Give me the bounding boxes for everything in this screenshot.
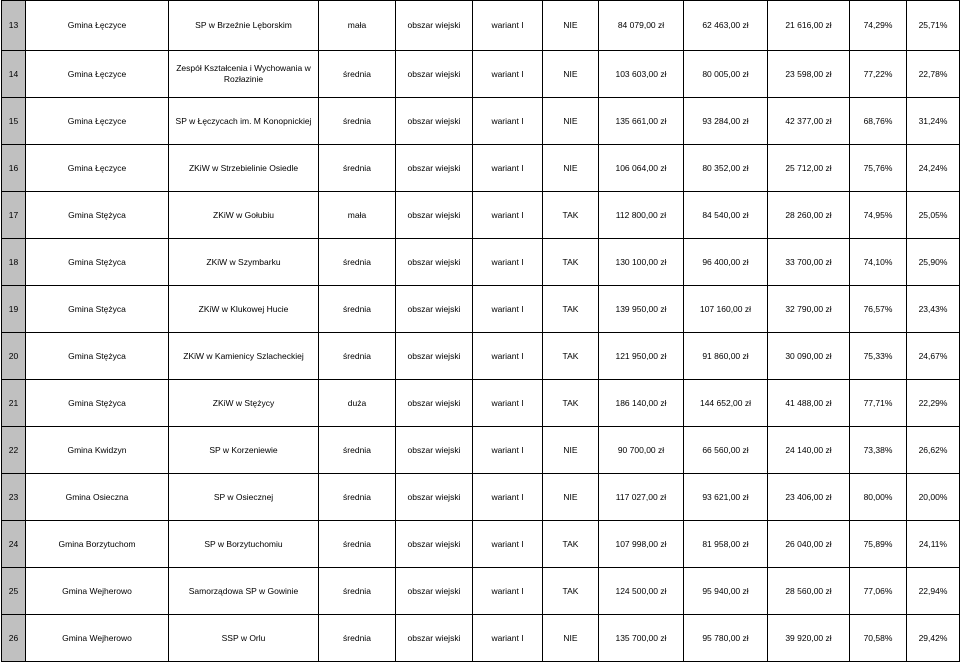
table-row [2, 333, 960, 380]
subsidy-cell: 96 400,00 zł [684, 239, 768, 286]
total-cost-cell: 112 800,00 zł [599, 192, 684, 239]
subsidy-percent-cell: 74,95% [850, 192, 907, 239]
gmina-cell: Gmina Borzytuchom [26, 521, 169, 568]
gmina-cell: Gmina Łęczyce [26, 145, 169, 192]
table-row [2, 98, 960, 145]
flag-cell: NIE [543, 615, 599, 662]
variant-cell: wariant I [473, 568, 543, 615]
own-percent-cell: 24,24% [907, 145, 960, 192]
variant-cell: wariant I [473, 286, 543, 333]
flag-cell: NIE [543, 427, 599, 474]
area-cell: obszar wiejski [396, 145, 473, 192]
variant-cell: wariant I [473, 615, 543, 662]
subsidy-percent-cell: 77,06% [850, 568, 907, 615]
table-row [2, 1, 960, 51]
subsidy-cell: 95 940,00 zł [684, 568, 768, 615]
variant-cell: wariant I [473, 474, 543, 521]
total-cost-cell: 106 064,00 zł [599, 145, 684, 192]
size-cell: mała [319, 192, 396, 239]
own-contribution-cell: 28 260,00 zł [768, 192, 850, 239]
table-row [2, 192, 960, 239]
flag-cell: TAK [543, 568, 599, 615]
size-cell: średnia [319, 568, 396, 615]
own-percent-cell: 20,00% [907, 474, 960, 521]
own-contribution-cell: 23 598,00 zł [768, 51, 850, 98]
own-contribution-cell: 32 790,00 zł [768, 286, 850, 333]
gmina-cell: Gmina Łęczyce [26, 51, 169, 98]
area-cell: obszar wiejski [396, 239, 473, 286]
subsidy-percent-cell: 75,89% [850, 521, 907, 568]
total-cost-cell: 107 998,00 zł [599, 521, 684, 568]
area-cell: obszar wiejski [396, 615, 473, 662]
variant-cell: wariant I [473, 427, 543, 474]
gmina-cell: Gmina Stężyca [26, 333, 169, 380]
table-row [2, 427, 960, 474]
own-percent-cell: 26,62% [907, 427, 960, 474]
size-cell: średnia [319, 51, 396, 98]
total-cost-cell: 103 603,00 zł [599, 51, 684, 98]
row-number: 21 [2, 380, 26, 427]
gmina-cell: Gmina Łęczyce [26, 98, 169, 145]
row-number: 14 [2, 51, 26, 98]
total-cost-cell: 117 027,00 zł [599, 474, 684, 521]
flag-cell: NIE [543, 51, 599, 98]
own-contribution-cell: 33 700,00 zł [768, 239, 850, 286]
subsidy-percent-cell: 77,71% [850, 380, 907, 427]
gmina-cell: Gmina Stężyca [26, 192, 169, 239]
own-percent-cell: 25,05% [907, 192, 960, 239]
area-cell: obszar wiejski [396, 474, 473, 521]
school-cell: SSP w Orlu [169, 615, 319, 662]
subsidy-percent-cell: 68,76% [850, 98, 907, 145]
size-cell: średnia [319, 286, 396, 333]
row-number: 16 [2, 145, 26, 192]
gmina-cell: Gmina Łęczyce [26, 1, 169, 51]
school-cell: ZKiW w Strzebielinie Osiedle [169, 145, 319, 192]
own-percent-cell: 24,67% [907, 333, 960, 380]
row-number: 20 [2, 333, 26, 380]
variant-cell: wariant I [473, 51, 543, 98]
subsidy-cell: 62 463,00 zł [684, 1, 768, 51]
size-cell: średnia [319, 333, 396, 380]
variant-cell: wariant I [473, 145, 543, 192]
own-contribution-cell: 26 040,00 zł [768, 521, 850, 568]
table-row [2, 615, 960, 662]
subsidy-percent-cell: 70,58% [850, 615, 907, 662]
subsidy-cell: 66 560,00 zł [684, 427, 768, 474]
subsidy-percent-cell: 75,33% [850, 333, 907, 380]
subsidy-percent-cell: 76,57% [850, 286, 907, 333]
variant-cell: wariant I [473, 192, 543, 239]
total-cost-cell: 135 661,00 zł [599, 98, 684, 145]
school-cell: ZKiW w Szymbarku [169, 239, 319, 286]
row-number: 19 [2, 286, 26, 333]
school-cell: SP w Borzytuchomiu [169, 521, 319, 568]
own-percent-cell: 31,24% [907, 98, 960, 145]
area-cell: obszar wiejski [396, 380, 473, 427]
row-number: 13 [2, 1, 26, 51]
total-cost-cell: 84 079,00 zł [599, 1, 684, 51]
school-cell: ZKiW w Stężycy [169, 380, 319, 427]
variant-cell: wariant I [473, 239, 543, 286]
school-cell: SP w Osiecznej [169, 474, 319, 521]
table-row [2, 239, 960, 286]
total-cost-cell: 124 500,00 zł [599, 568, 684, 615]
subsidy-cell: 81 958,00 zł [684, 521, 768, 568]
size-cell: średnia [319, 98, 396, 145]
row-number: 25 [2, 568, 26, 615]
size-cell: średnia [319, 474, 396, 521]
own-contribution-cell: 25 712,00 zł [768, 145, 850, 192]
table-row [2, 568, 960, 615]
table-row [2, 380, 960, 427]
school-cell: ZKiW w Klukowej Hucie [169, 286, 319, 333]
size-cell: mała [319, 1, 396, 51]
gmina-cell: Gmina Wejherowo [26, 568, 169, 615]
own-contribution-cell: 21 616,00 zł [768, 1, 850, 51]
subsidy-cell: 91 860,00 zł [684, 333, 768, 380]
total-cost-cell: 135 700,00 zł [599, 615, 684, 662]
table-row [2, 521, 960, 568]
row-number: 23 [2, 474, 26, 521]
flag-cell: NIE [543, 474, 599, 521]
subsidy-cell: 84 540,00 zł [684, 192, 768, 239]
area-cell: obszar wiejski [396, 1, 473, 51]
subsidy-cell: 80 352,00 zł [684, 145, 768, 192]
own-contribution-cell: 28 560,00 zł [768, 568, 850, 615]
subsidy-percent-cell: 74,10% [850, 239, 907, 286]
variant-cell: wariant I [473, 521, 543, 568]
subsidy-cell: 95 780,00 zł [684, 615, 768, 662]
total-cost-cell: 130 100,00 zł [599, 239, 684, 286]
own-percent-cell: 22,94% [907, 568, 960, 615]
subsidy-percent-cell: 75,76% [850, 145, 907, 192]
own-percent-cell: 22,78% [907, 51, 960, 98]
total-cost-cell: 90 700,00 zł [599, 427, 684, 474]
flag-cell: NIE [543, 1, 599, 51]
school-cell: Samorządowa SP w Gowinie [169, 568, 319, 615]
subsidy-percent-cell: 73,38% [850, 427, 907, 474]
area-cell: obszar wiejski [396, 568, 473, 615]
own-contribution-cell: 42 377,00 zł [768, 98, 850, 145]
area-cell: obszar wiejski [396, 192, 473, 239]
own-percent-cell: 22,29% [907, 380, 960, 427]
school-cell: SP w Brzeźnie Lęborskim [169, 1, 319, 51]
row-number: 17 [2, 192, 26, 239]
own-contribution-cell: 41 488,00 zł [768, 380, 850, 427]
variant-cell: wariant I [473, 333, 543, 380]
area-cell: obszar wiejski [396, 427, 473, 474]
row-number: 22 [2, 427, 26, 474]
row-number: 26 [2, 615, 26, 662]
gmina-cell: Gmina Stężyca [26, 380, 169, 427]
table-row [2, 51, 960, 98]
row-number: 24 [2, 521, 26, 568]
subsidy-cell: 80 005,00 zł [684, 51, 768, 98]
area-cell: obszar wiejski [396, 98, 473, 145]
own-percent-cell: 29,42% [907, 615, 960, 662]
area-cell: obszar wiejski [396, 521, 473, 568]
flag-cell: TAK [543, 380, 599, 427]
size-cell: duża [319, 380, 396, 427]
gmina-cell: Gmina Wejherowo [26, 615, 169, 662]
own-percent-cell: 25,90% [907, 239, 960, 286]
flag-cell: TAK [543, 239, 599, 286]
gmina-cell: Gmina Stężyca [26, 286, 169, 333]
total-cost-cell: 139 950,00 zł [599, 286, 684, 333]
variant-cell: wariant I [473, 1, 543, 51]
own-contribution-cell: 39 920,00 zł [768, 615, 850, 662]
own-percent-cell: 25,71% [907, 1, 960, 51]
table-row [2, 474, 960, 521]
data-table [1, 0, 960, 662]
size-cell: średnia [319, 145, 396, 192]
area-cell: obszar wiejski [396, 333, 473, 380]
table-row [2, 286, 960, 333]
size-cell: średnia [319, 521, 396, 568]
gmina-cell: Gmina Osieczna [26, 474, 169, 521]
school-cell: ZKiW w Gołubiu [169, 192, 319, 239]
school-cell: SP w Łęczycach im. M Konopnickiej [169, 98, 319, 145]
subsidy-percent-cell: 74,29% [850, 1, 907, 51]
flag-cell: TAK [543, 286, 599, 333]
school-cell: Zespół Kształcenia i Wychowania w Rozłazinie [169, 51, 319, 98]
school-cell: SP w Korzeniewie [169, 427, 319, 474]
row-number: 18 [2, 239, 26, 286]
own-contribution-cell: 30 090,00 zł [768, 333, 850, 380]
table-row [2, 145, 960, 192]
area-cell: obszar wiejski [396, 286, 473, 333]
own-percent-cell: 23,43% [907, 286, 960, 333]
subsidy-cell: 93 621,00 zł [684, 474, 768, 521]
total-cost-cell: 121 950,00 zł [599, 333, 684, 380]
school-cell: ZKiW w Kamienicy Szlacheckiej [169, 333, 319, 380]
flag-cell: TAK [543, 192, 599, 239]
area-cell: obszar wiejski [396, 51, 473, 98]
subsidy-cell: 107 160,00 zł [684, 286, 768, 333]
own-contribution-cell: 24 140,00 zł [768, 427, 850, 474]
own-contribution-cell: 23 406,00 zł [768, 474, 850, 521]
flag-cell: NIE [543, 145, 599, 192]
size-cell: średnia [319, 427, 396, 474]
row-number: 15 [2, 98, 26, 145]
total-cost-cell: 186 140,00 zł [599, 380, 684, 427]
variant-cell: wariant I [473, 98, 543, 145]
subsidy-cell: 93 284,00 zł [684, 98, 768, 145]
size-cell: średnia [319, 615, 396, 662]
subsidy-cell: 144 652,00 zł [684, 380, 768, 427]
gmina-cell: Gmina Kwidzyn [26, 427, 169, 474]
subsidy-percent-cell: 80,00% [850, 474, 907, 521]
table-body [2, 1, 960, 662]
flag-cell: TAK [543, 333, 599, 380]
size-cell: średnia [319, 239, 396, 286]
flag-cell: TAK [543, 521, 599, 568]
flag-cell: NIE [543, 98, 599, 145]
variant-cell: wariant I [473, 380, 543, 427]
own-percent-cell: 24,11% [907, 521, 960, 568]
subsidy-percent-cell: 77,22% [850, 51, 907, 98]
gmina-cell: Gmina Stężyca [26, 239, 169, 286]
